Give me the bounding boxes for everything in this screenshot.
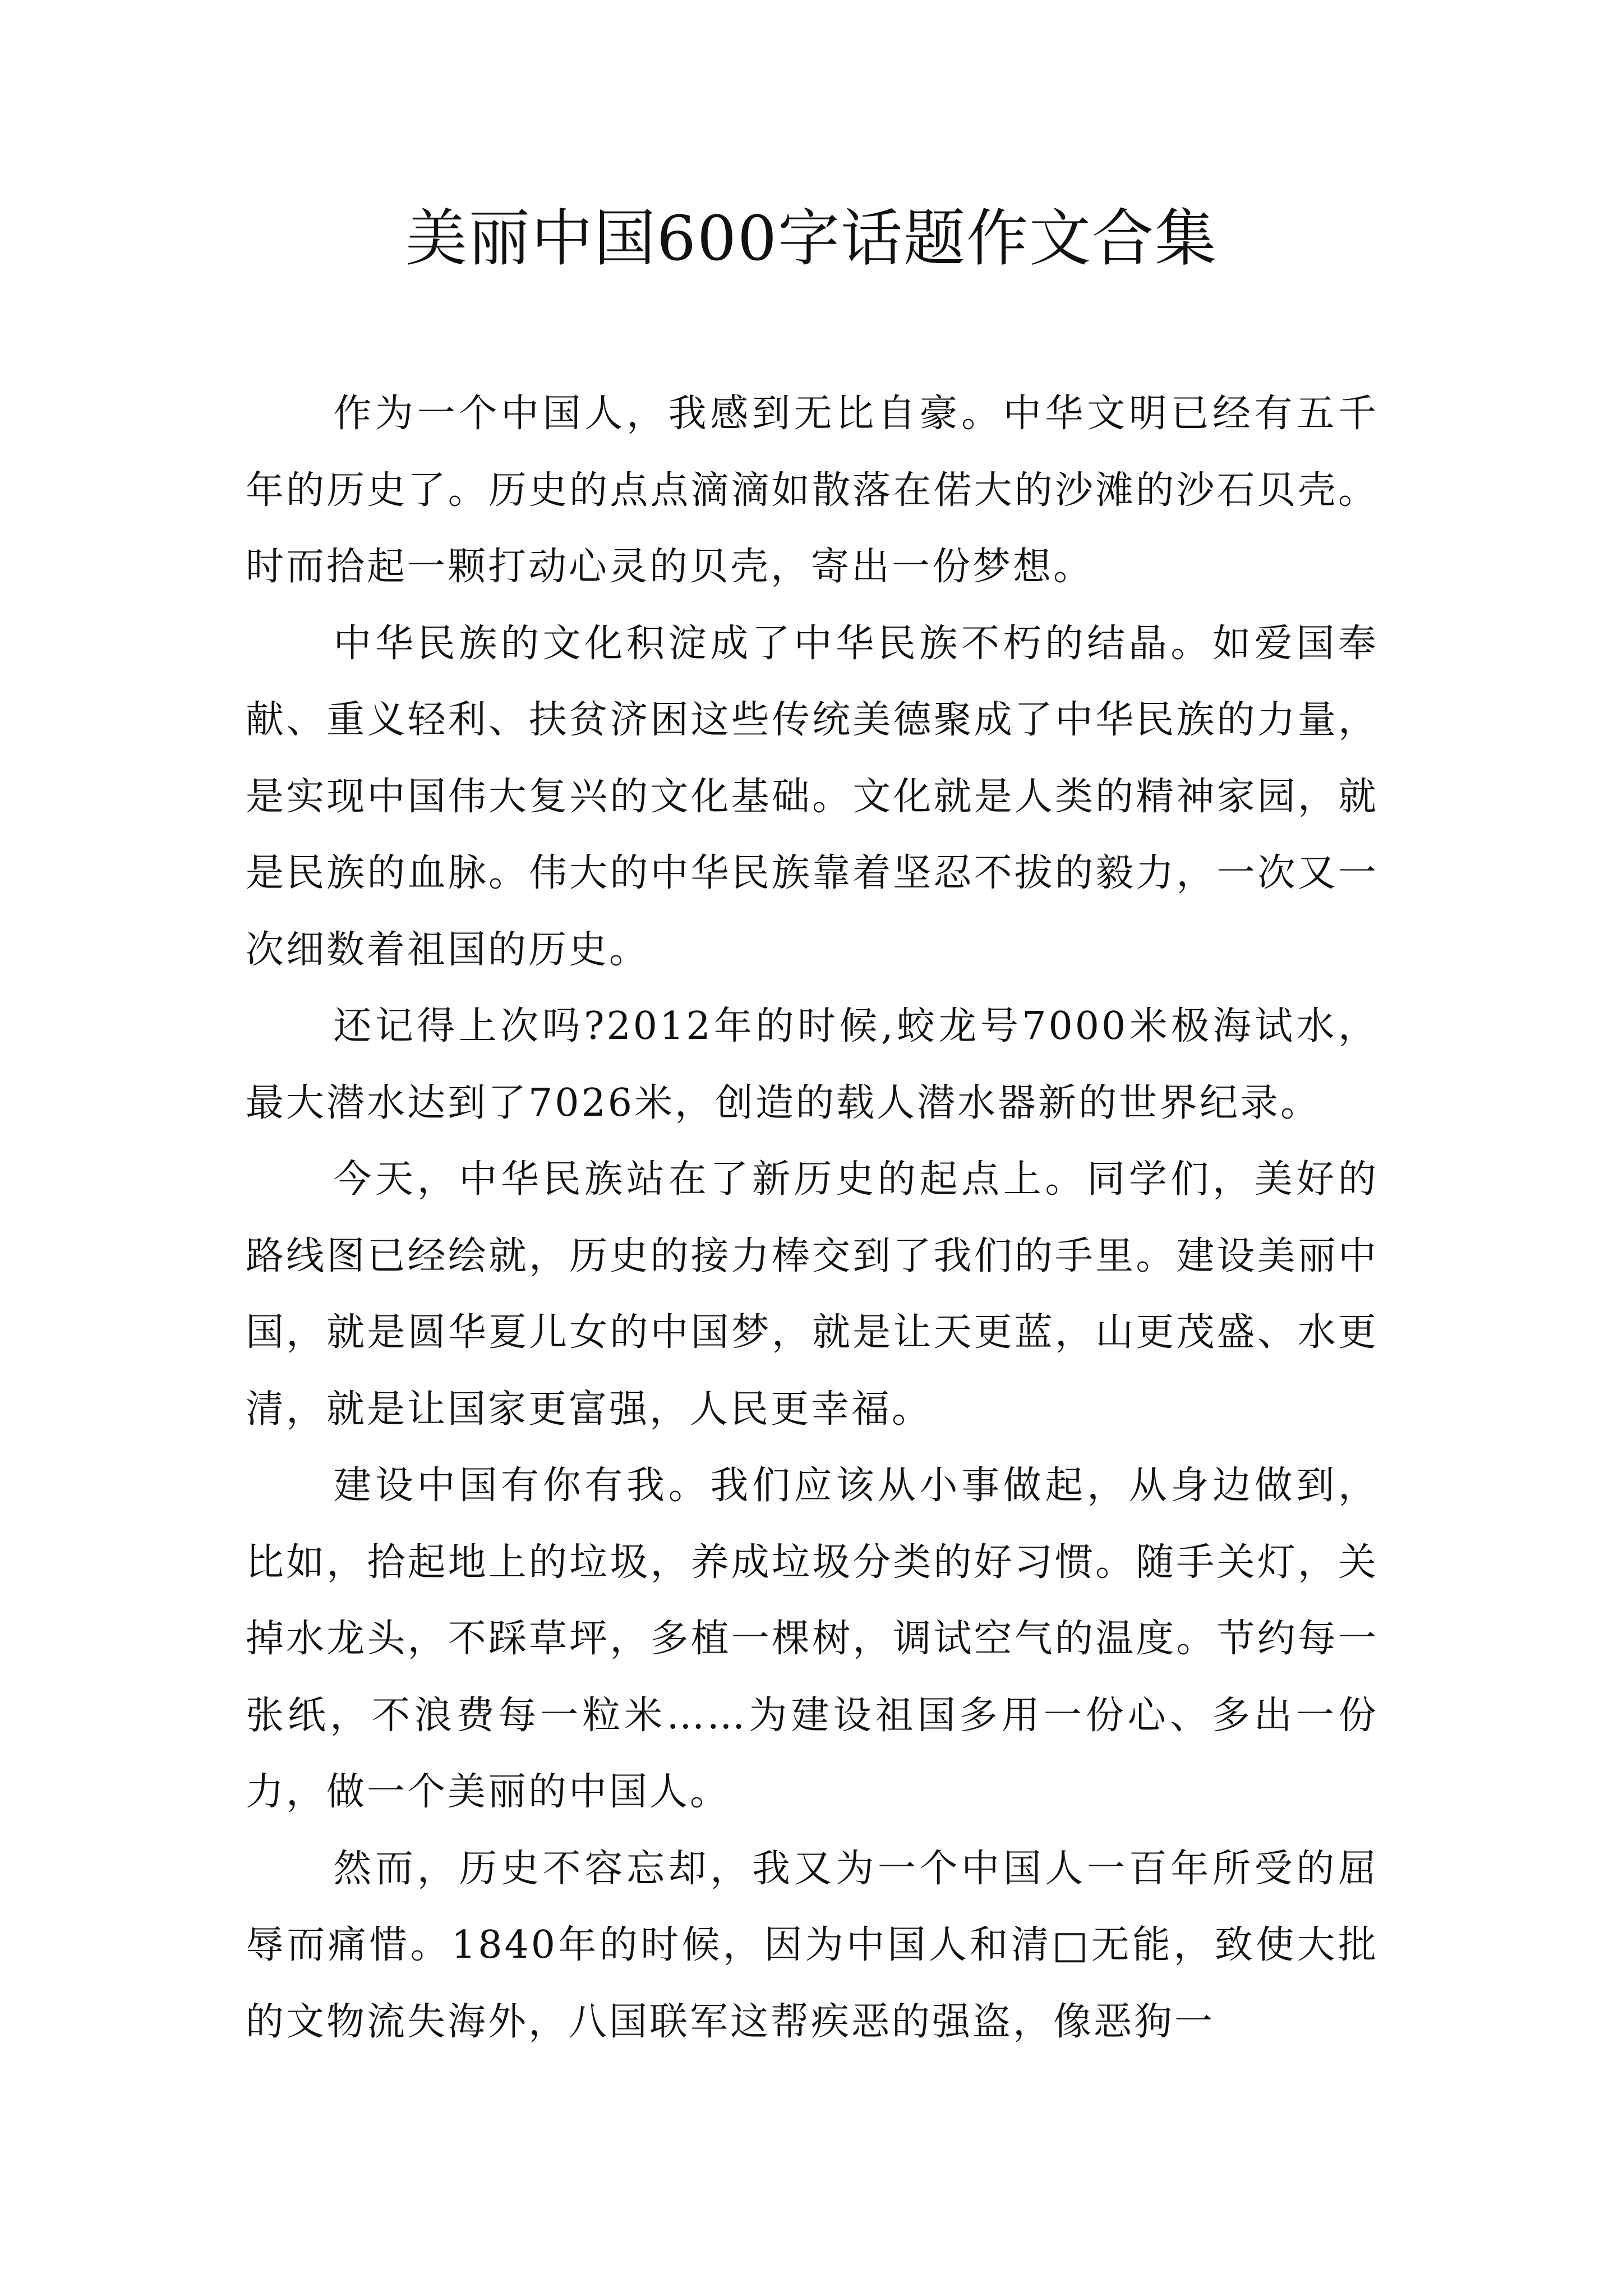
paragraph-5: 建设中国有你有我。我们应该从小事做起，从身边做到，比如，拾起地上的垃圾，养成垃圾分类的好习惯。随手关灯，关掉水龙头，不踩草坪，多植一棵树，调试空气的温度。节约每一张纸，不浪费每一粒米……为建设祖国多用一份心、多出一份力，做一个美丽的中国人。 xyxy=(246,1464,1378,1814)
document-title: 美丽中国600字话题作文合集 xyxy=(405,203,1218,274)
paragraph-3: 还记得上次吗?2012年的时候,蛟龙号7000米极海试水，最大潜水达到了7026米，创造的载人潜水器新的世界纪录。 xyxy=(246,1004,1378,1125)
document-body xyxy=(246,376,1378,2060)
paragraph-2: 中华民族的文化积淀成了中华民族不朽的结晶。如爱国奉献、重义轻利、扶贫济困这些传统美德聚成了中华民族的力量，是实现中国伟大复兴的文化基础。文化就是人类的精神家园，就是民族的血脉。伟大的中华民族靠着坚忍不拔的毅力，一次又一次细数着祖国的历史。 xyxy=(246,621,1378,972)
paragraph-1: 作为一个中国人，我感到无比自豪。中华文明已经有五千年的历史了。历史的点点滴滴如散落在偌大的沙滩的沙石贝壳。时而拾起一颗打动心灵的贝壳，寄出一份梦想。 xyxy=(246,392,1378,589)
paragraph-4: 今天，中华民族站在了新历史的起点上。同学们，美好的路线图已经绘就，历史的接力棒交到了我们的手里。建设美丽中国，就是圆华夏儿女的中国梦，就是让天更蓝，山更茂盛、水更清，就是让国家更富强，人民更幸福。 xyxy=(246,1157,1378,1432)
paragraph-6: 然而，历史不容忘却，我又为一个中国人一百年所受的屈辱而痛惜。1840年的时候，因为中国人和清□无能，致使大批的文物流失海外，八国联军这帮疾恶的强盗，像恶狗一 xyxy=(246,1846,1378,2044)
